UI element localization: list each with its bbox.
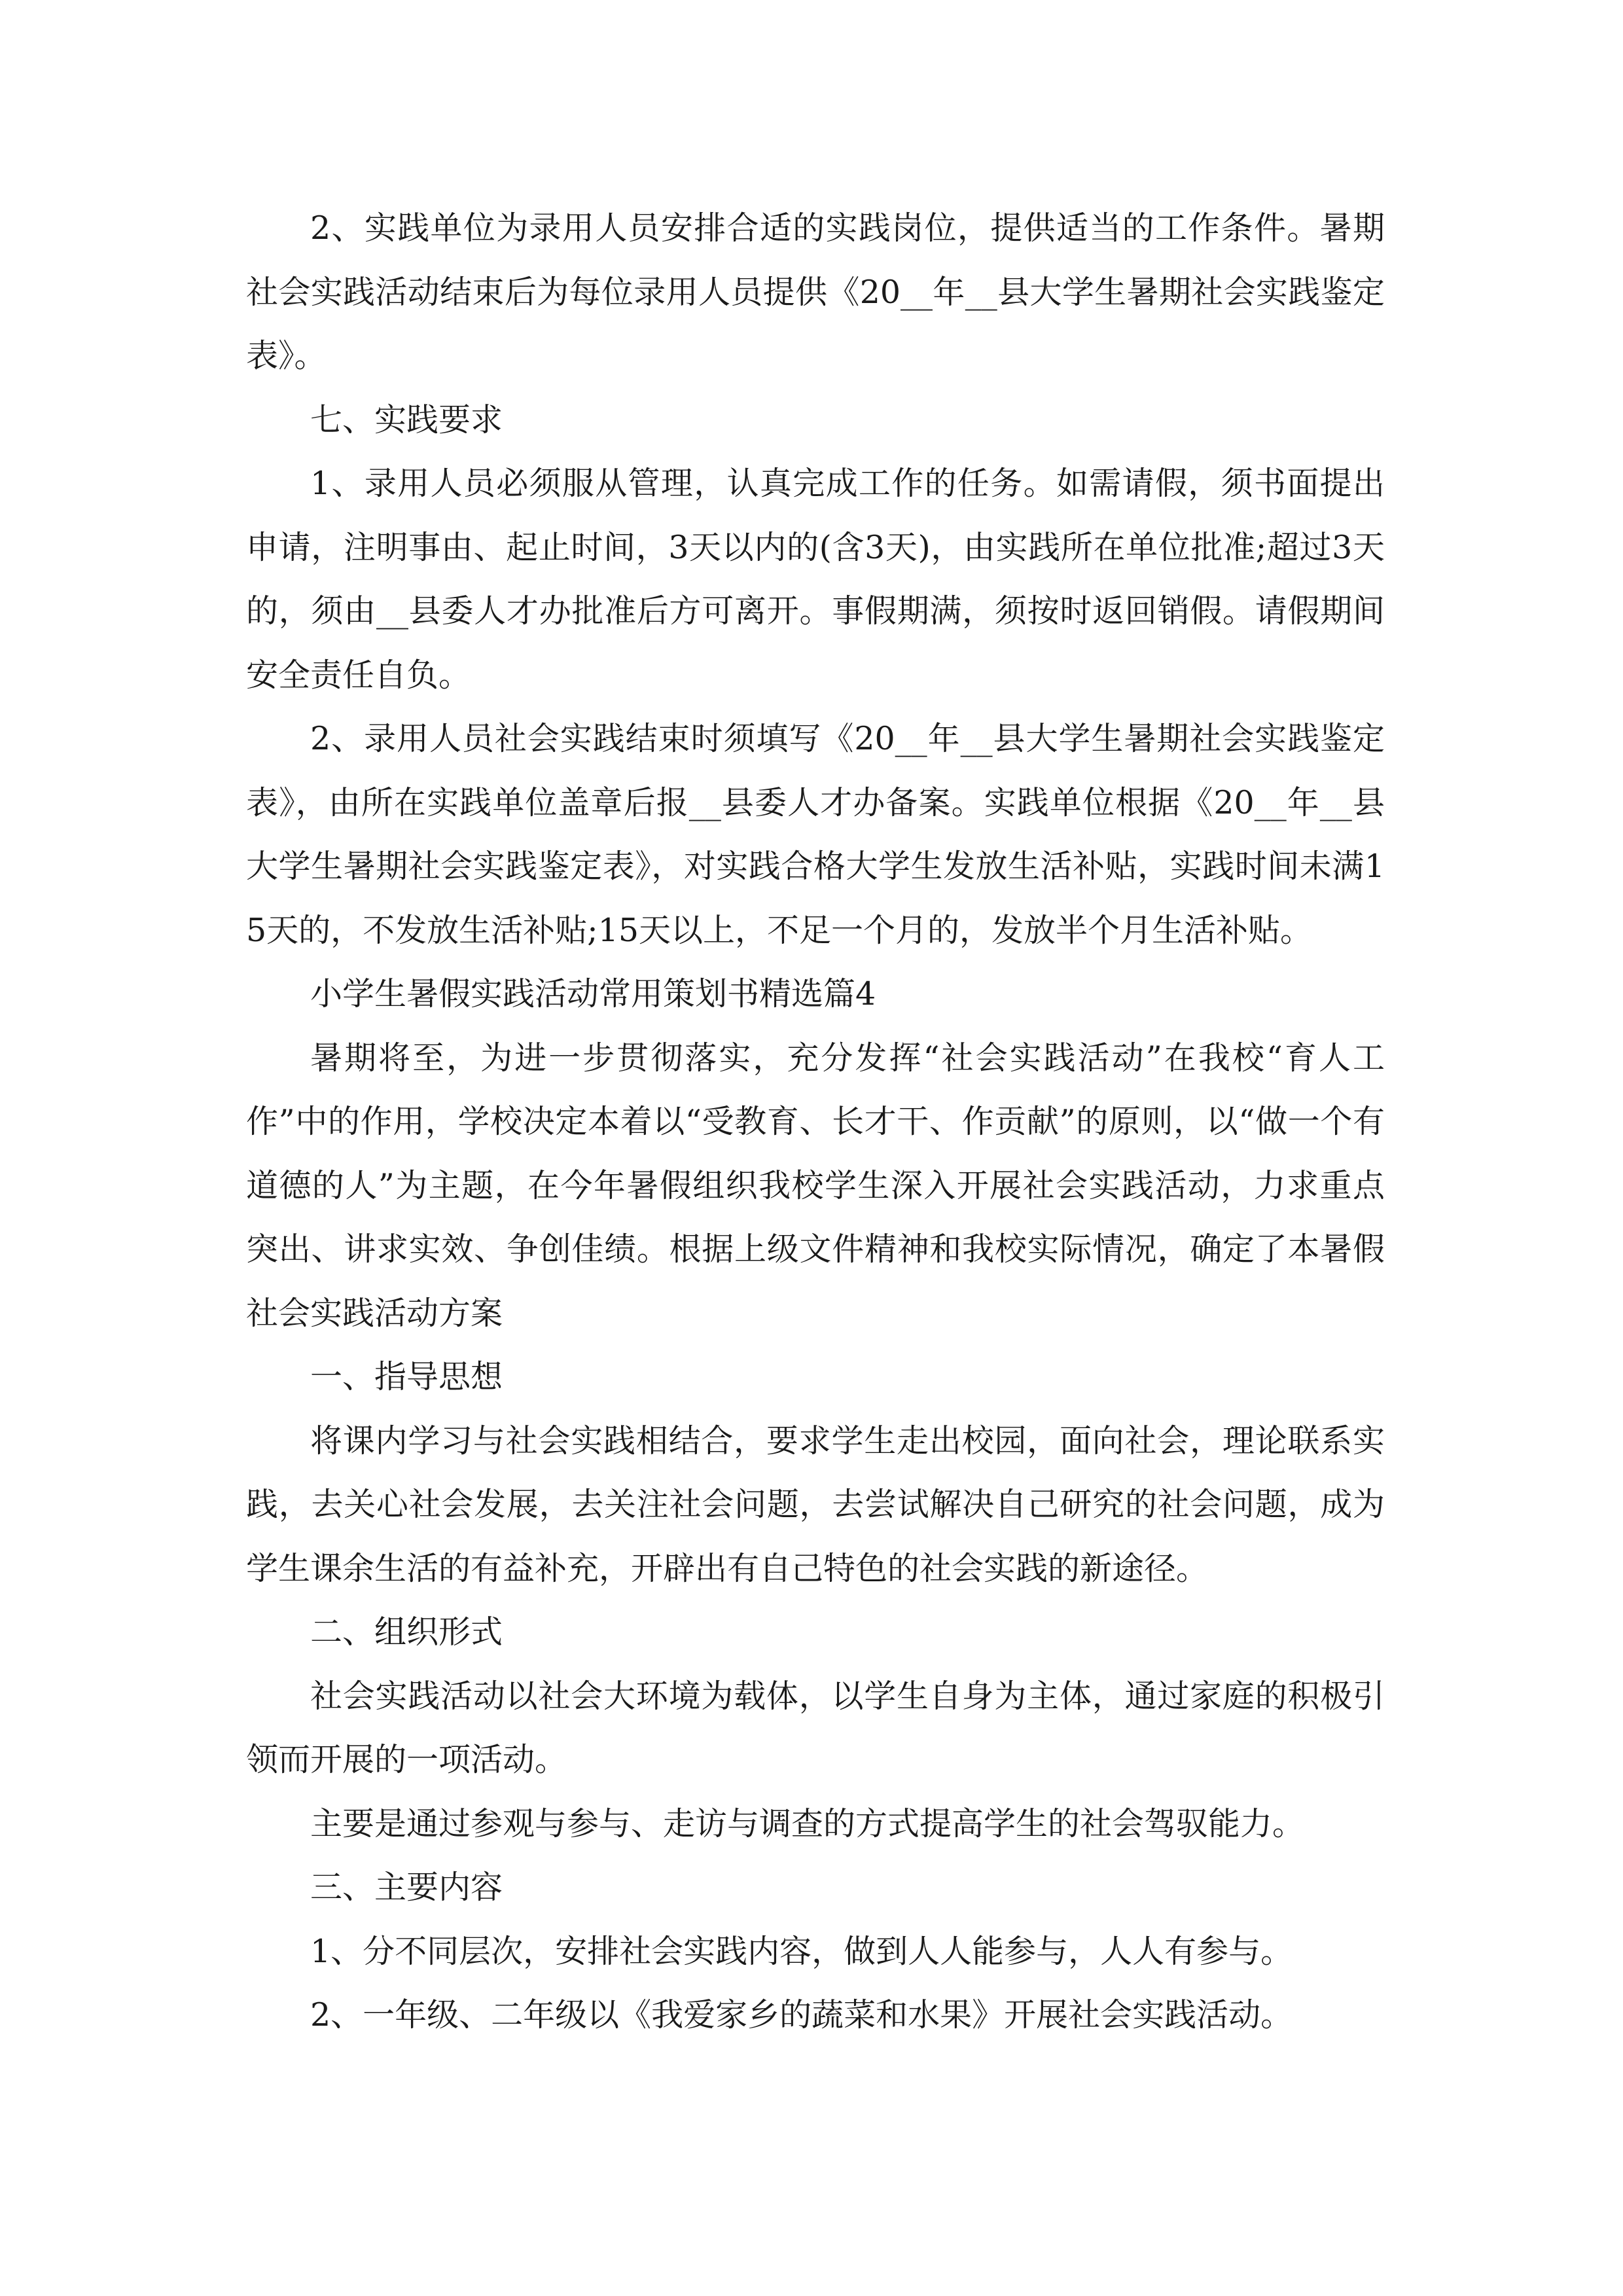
paragraph-leave-rules: 1、录用人员必须服从管理，认真完成工作的任务。如需请假，须书面提出申请，注明事由、起止时间，3天以内的(含3天)，由实践所在单位批准;超过3天的，须由__县委人才办批准后方可离开。事假期满，须按时返回销假。请假期间安全责任自负。 bbox=[246, 465, 1385, 694]
heading-main-content: 三、主要内容 bbox=[310, 1869, 503, 1906]
paragraph-guiding-ideology: 将课内学习与社会实践相结合，要求学生走出校园，面向社会，理论联系实践，去关心社会发展，去关注社会问题，去尝试解决自己研究的社会问题，成为学生课余生活的有益补充，开辟出有自己特色的社会实践的新途径。 bbox=[246, 1422, 1385, 1587]
paragraph-organization-method: 主要是通过参观与参与、走访与调查的方式提高学生的社会驾驭能力。 bbox=[310, 1804, 1305, 1842]
heading-article-4: 小学生暑假实践活动常用策划书精选篇4 bbox=[310, 975, 876, 1013]
paragraph-appraisal-form: 2、录用人员社会实践结束时须填写《20__年__县大学生暑期社会实践鉴定表》，由所在实践单位盖章后报__县委人才办备案。实践单位根据《20__年__县大学生暑期社会实践鉴定表》，对实践合格大学生发放生活补贴，实践时间未满15天的，不发放生活补贴;15天以上，不足一个月的，发放半个月生活补贴。 bbox=[246, 720, 1385, 949]
document-body bbox=[246, 196, 1385, 2047]
heading-guiding-ideology: 一、指导思想 bbox=[310, 1358, 503, 1395]
paragraph-organization-carrier: 社会实践活动以社会大环境为载体，以学生自身为主体，通过家庭的积极引领而开展的一项活动。 bbox=[246, 1677, 1385, 1778]
heading-organization-form: 二、组织形式 bbox=[310, 1613, 503, 1651]
heading-practice-requirements: 七、实践要求 bbox=[310, 401, 503, 439]
paragraph-practice-unit-duties: 2、实践单位为录用人员安排合适的实践岗位，提供适当的工作条件。暑期社会实践活动结束后为每位录用人员提供《20__年__县大学生暑期社会实践鉴定表》。 bbox=[246, 209, 1385, 374]
paragraph-content-grades: 2、一年级、二年级以《我爱家乡的蔬菜和水果》开展社会实践活动。 bbox=[310, 1996, 1293, 2034]
paragraph-content-levels: 1、分不同层次，安排社会实践内容，做到人人能参与，人人有参与。 bbox=[310, 1932, 1293, 1970]
paragraph-introduction: 暑期将至，为进一步贯彻落实，充分发挥“社会实践活动”在我校“育人工作”中的作用，学校决定本着以“受教育、长才干、作贡献”的原则，以“做一个有道德的人”为主题，在今年暑假组织我校学生深入开展社会实践活动，力求重点突出、讲求实效、争创佳绩。根据上级文件精神和我校实际情况，确定了本暑假社会实践活动方案 bbox=[246, 1039, 1385, 1332]
